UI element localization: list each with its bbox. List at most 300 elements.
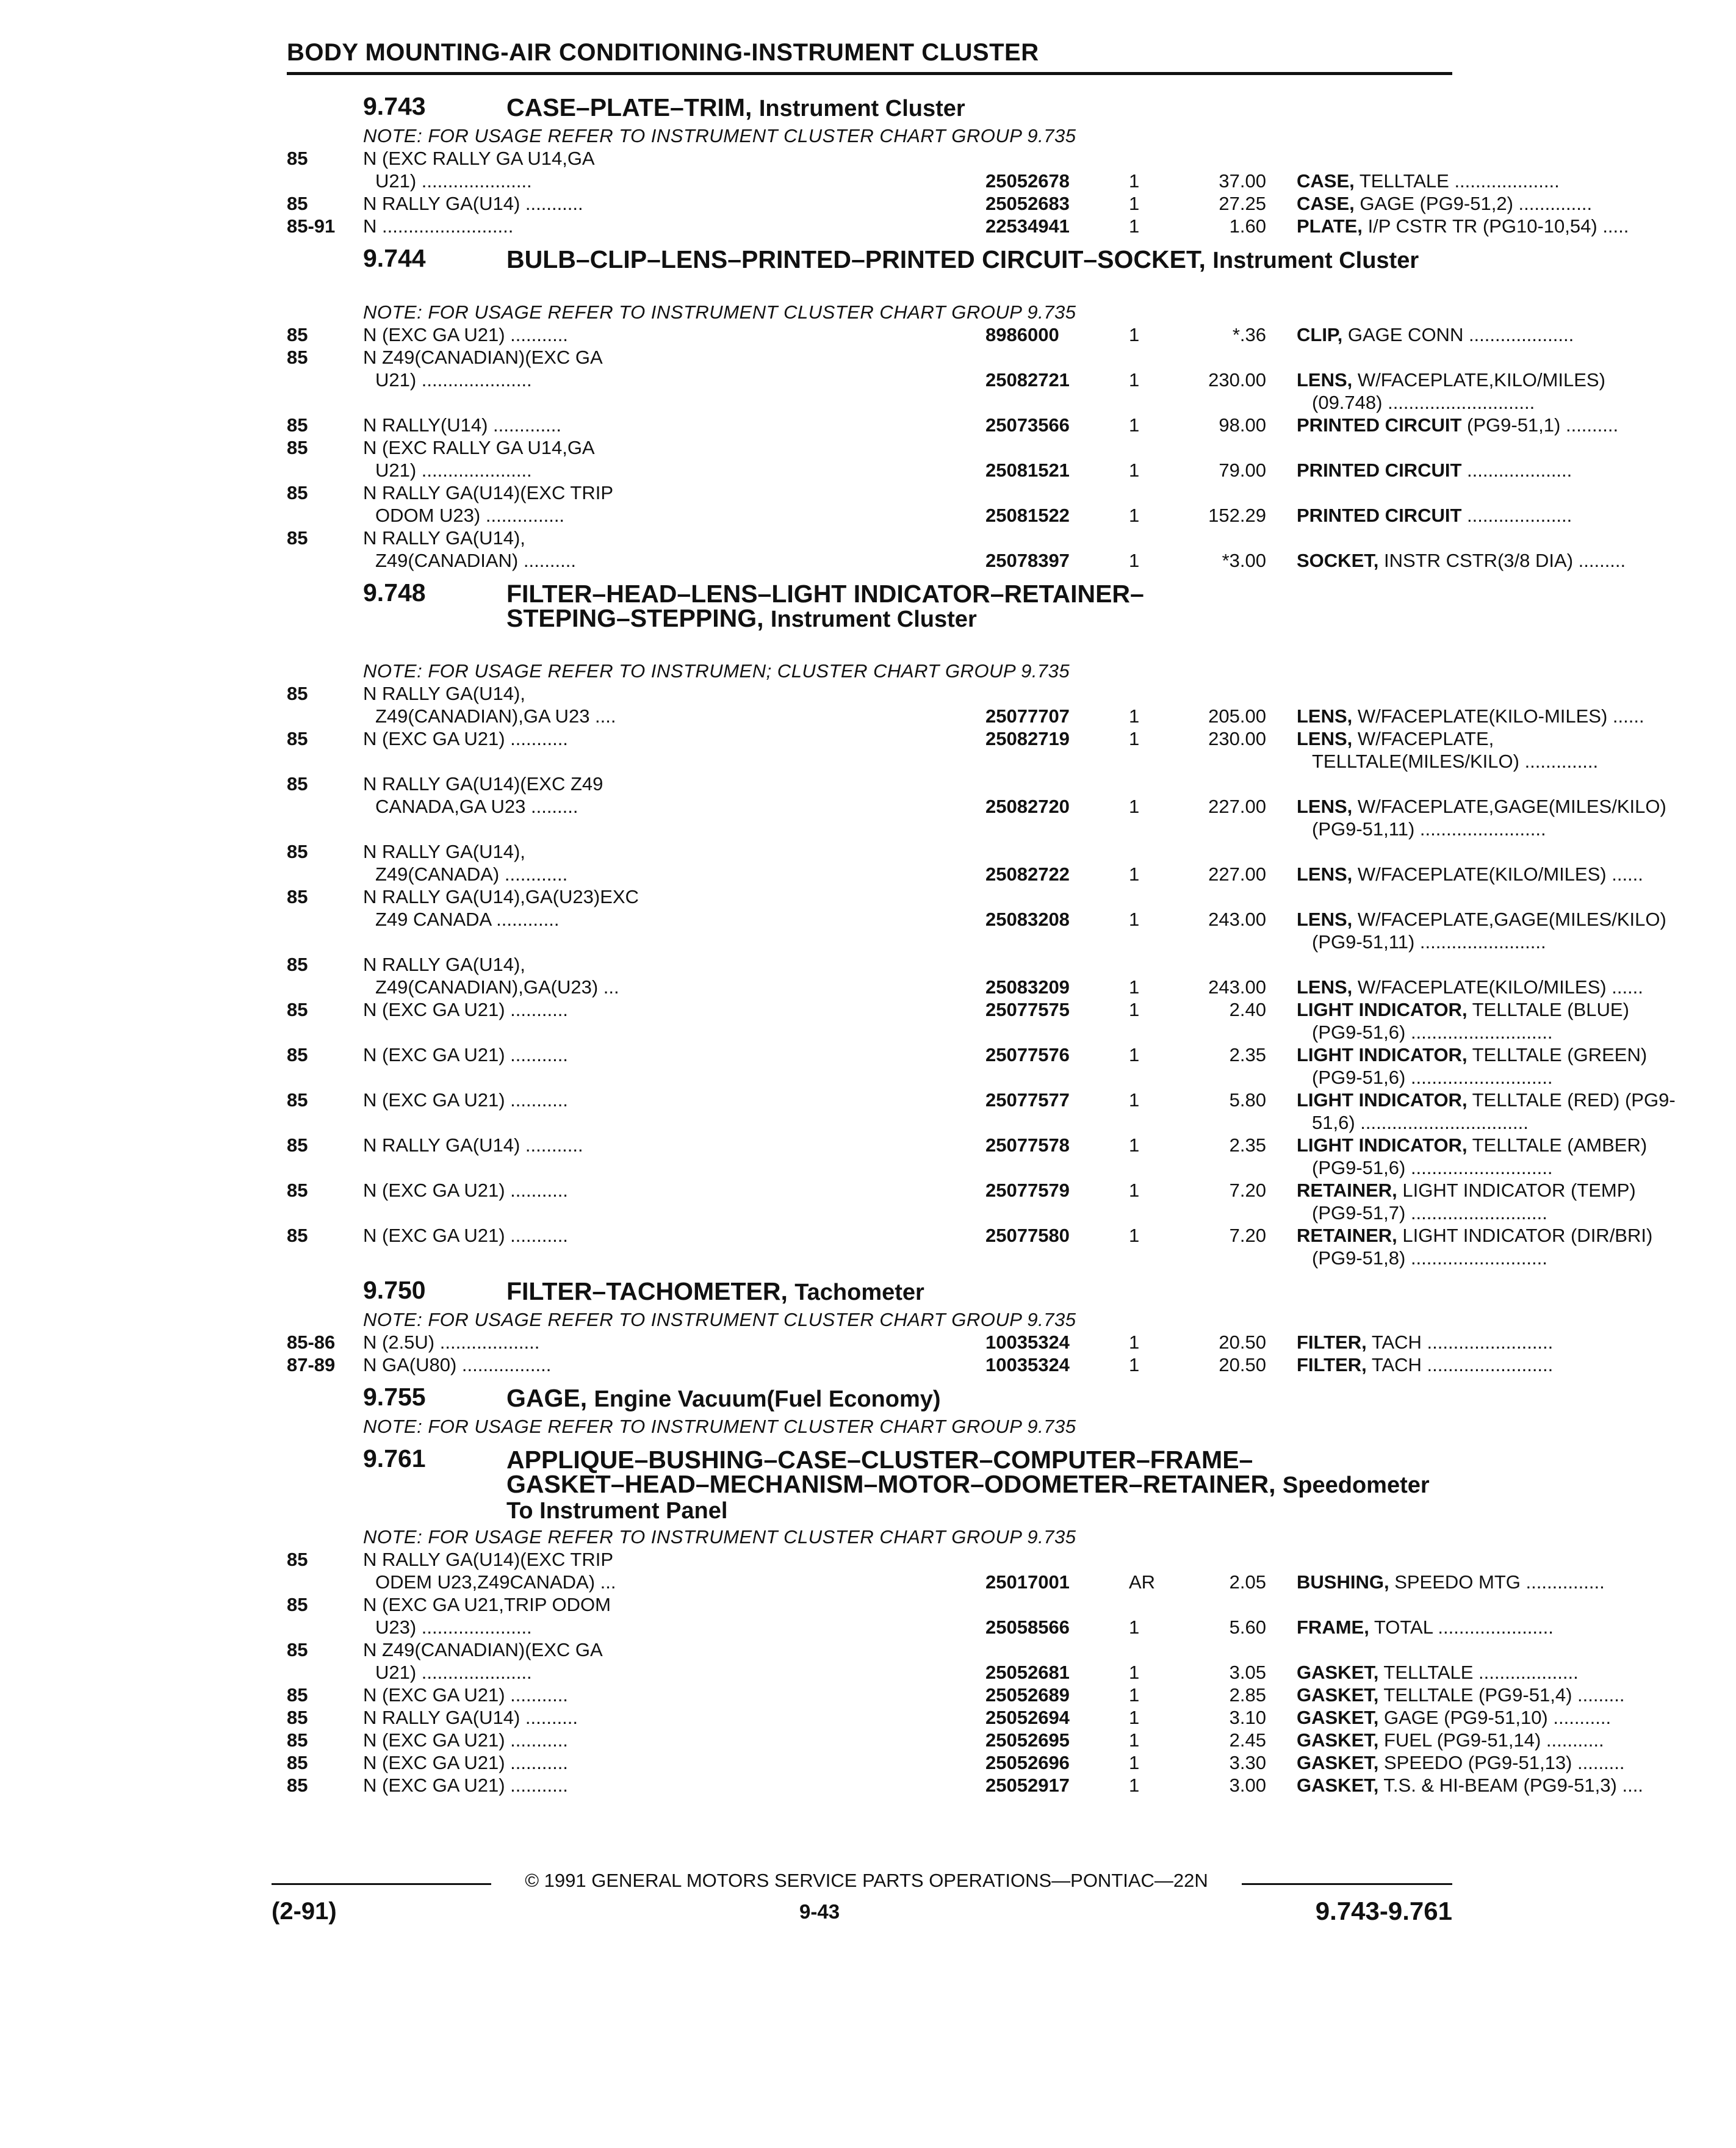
part-row xyxy=(287,414,1619,436)
description-keyword: FILTER, xyxy=(1297,1332,1367,1353)
description-keyword: CASE, xyxy=(1297,193,1355,214)
quantity: 1 xyxy=(1129,1134,1140,1156)
description-text: .................... xyxy=(1467,505,1572,526)
description-cell xyxy=(1297,192,1736,215)
description-text: TELLTALE (RED) (PG9- xyxy=(1472,1089,1676,1111)
description-text: .................... xyxy=(1467,460,1572,481)
model-year: 85 xyxy=(287,1707,308,1728)
usage-cell xyxy=(363,1638,973,1684)
usage-line: N (EXC RALLY GA U14,GA xyxy=(363,148,595,169)
model-year: 85 xyxy=(287,527,308,549)
quantity: AR xyxy=(1129,1571,1156,1593)
description-keyword: CLIP, xyxy=(1297,324,1343,345)
header-rule xyxy=(287,72,1452,75)
part-number: 25077580 xyxy=(985,1225,1070,1246)
quantity: 1 xyxy=(1129,976,1140,998)
description-text: I/P CSTR TR (PG10-10,54) ..... xyxy=(1367,215,1629,237)
price: 243.00 xyxy=(1208,976,1266,998)
description-line xyxy=(1297,1706,1736,1729)
section-title xyxy=(506,1447,1458,1523)
description-keyword: LIGHT INDICATOR, xyxy=(1297,1089,1468,1111)
quantity: 1 xyxy=(1129,1354,1140,1375)
usage-cell xyxy=(363,1043,973,1066)
usage-line: N RALLY GA(U14)(EXC Z49 xyxy=(363,773,603,795)
description-line xyxy=(1297,863,1736,885)
part-number: 25052694 xyxy=(985,1707,1070,1728)
part-row xyxy=(287,323,1574,346)
quantity: 1 xyxy=(1129,1729,1140,1751)
description-cell xyxy=(1297,727,1736,773)
description-line xyxy=(1297,1156,1736,1179)
description-cell xyxy=(1297,908,1736,953)
description-cell xyxy=(1297,998,1736,1043)
usage-line: U21) ..................... xyxy=(375,1662,532,1683)
usage-cell xyxy=(363,1134,973,1156)
part-number: 25077575 xyxy=(985,999,1070,1020)
price: *3.00 xyxy=(1222,550,1266,571)
price: 2.35 xyxy=(1229,1134,1266,1156)
price: 205.00 xyxy=(1208,705,1266,727)
usage-line: N RALLY GA(U14), xyxy=(363,954,525,975)
description-line xyxy=(1297,1684,1736,1706)
description-cell xyxy=(1297,1684,1736,1706)
footer-rule-left xyxy=(272,1883,491,1885)
model-year: 85 xyxy=(287,414,308,436)
description-text: LIGHT INDICATOR (DIR/BRI) xyxy=(1402,1225,1653,1246)
description-cell xyxy=(1297,414,1736,436)
section-header xyxy=(287,92,1464,124)
price: 3.05 xyxy=(1229,1662,1266,1683)
description-line xyxy=(1297,1089,1736,1111)
description-keyword: PRINTED CIRCUIT xyxy=(1297,460,1462,481)
part-number: 25073566 xyxy=(985,414,1070,436)
model-year: 87-89 xyxy=(287,1354,336,1375)
part-row xyxy=(287,1043,1648,1089)
description-line xyxy=(1297,750,1736,773)
description-text: TELLTALE .................... xyxy=(1359,170,1560,192)
footer-rule-right xyxy=(1242,1883,1452,1885)
usage-line: N RALLY(U14) ............. xyxy=(363,414,562,436)
price: 227.00 xyxy=(1208,863,1266,885)
description-cell xyxy=(1297,976,1736,998)
usage-line: N GA(U80) ................. xyxy=(363,1354,552,1375)
description-text: T.S. & HI-BEAM (PG9-51,3) .... xyxy=(1383,1775,1643,1796)
description-keyword: LENS, xyxy=(1297,796,1353,817)
usage-line: Z49 CANADA ............ xyxy=(375,909,560,930)
model-year: 85 xyxy=(287,324,308,345)
part-row xyxy=(287,953,1643,998)
footer-page-number: 9-43 xyxy=(799,1900,840,1923)
description-text: INSTR CSTR(3/8 DIA) ......... xyxy=(1383,550,1626,571)
description-line xyxy=(1297,976,1736,998)
model-year: 85-91 xyxy=(287,215,336,237)
description-cell xyxy=(1297,1224,1736,1269)
quantity: 1 xyxy=(1129,1707,1140,1728)
section-number: 9.748 xyxy=(363,578,426,607)
description-line xyxy=(1297,369,1736,391)
price: 79.00 xyxy=(1219,460,1266,481)
part-row xyxy=(287,192,1593,215)
usage-cell xyxy=(363,885,973,931)
description-line xyxy=(1297,504,1736,527)
usage-line: N Z49(CANADIAN)(EXC GA xyxy=(363,1639,603,1660)
section-title-sub: Engine Vacuum(Fuel Economy) xyxy=(594,1386,941,1412)
usage-cell xyxy=(363,998,973,1021)
description-keyword: BUSHING, xyxy=(1297,1571,1389,1593)
description-text: W/FACEPLATE(KILO-MILES) ...... xyxy=(1357,705,1644,727)
quantity: 1 xyxy=(1129,705,1140,727)
section-title xyxy=(506,582,1458,632)
price: 20.50 xyxy=(1219,1332,1266,1353)
description-line xyxy=(1297,1729,1736,1751)
usage-cell xyxy=(363,346,973,391)
quantity: 1 xyxy=(1129,796,1140,817)
section-title-sub: Speedometer To Instrument Panel xyxy=(506,1472,1430,1524)
parts-list xyxy=(287,85,1676,1797)
page-header-title: BODY MOUNTING-AIR CONDITIONING-INSTRUMENT CLUSTER xyxy=(287,39,1039,66)
description-text: TACH ........................ xyxy=(1371,1354,1554,1375)
model-year: 85 xyxy=(287,841,308,862)
section-header xyxy=(287,1275,1464,1308)
description-keyword: LIGHT INDICATOR, xyxy=(1297,1044,1468,1065)
usage-cell xyxy=(363,192,973,215)
description-text: (PG9-51,11) ........................ xyxy=(1312,818,1546,840)
section-note: NOTE: FOR USAGE REFER TO INSTRUMENT CLUSTER CHART GROUP 9.735 xyxy=(363,125,1076,146)
part-row xyxy=(287,1706,1612,1729)
part-number: 25077707 xyxy=(985,705,1070,727)
model-year: 85 xyxy=(287,1752,308,1773)
section-title-line2: STEPING–STEPPING, xyxy=(506,604,764,632)
price: *.36 xyxy=(1232,324,1266,345)
model-year: 85 xyxy=(287,1729,308,1751)
part-number: 25082722 xyxy=(985,863,1070,885)
description-cell xyxy=(1297,863,1736,885)
usage-line: N (EXC GA U21) ........... xyxy=(363,1089,568,1111)
description-line xyxy=(1297,1353,1736,1376)
quantity: 1 xyxy=(1129,460,1140,481)
model-year: 85 xyxy=(287,193,308,214)
model-year: 85 xyxy=(287,1134,308,1156)
usage-line: U23) ..................... xyxy=(375,1616,532,1638)
usage-line: N RALLY GA(U14) .......... xyxy=(363,1707,578,1728)
usage-line: ODOM U23) ............... xyxy=(375,505,565,526)
section-title-main: FILTER–TACHOMETER, xyxy=(506,1277,788,1305)
description-text: 51,6) ................................ xyxy=(1312,1112,1529,1133)
usage-line: N (EXC GA U21) ........... xyxy=(363,728,568,749)
description-keyword: RETAINER, xyxy=(1297,1180,1397,1201)
usage-line: N RALLY GA(U14), xyxy=(363,683,525,704)
description-cell xyxy=(1297,1331,1736,1353)
description-line xyxy=(1297,818,1736,840)
usage-line: N (EXC GA U21) ........... xyxy=(363,1180,568,1201)
section-title-line2: GASKET–HEAD–MECHANISM–MOTOR–ODOMETER–RETAINER, xyxy=(506,1470,1276,1498)
description-text: TACH ........................ xyxy=(1371,1332,1554,1353)
description-text: TELLTALE(MILES/KILO) .............. xyxy=(1312,751,1599,772)
part-number: 25081522 xyxy=(985,505,1070,526)
description-cell xyxy=(1297,1661,1736,1684)
description-keyword: CASE, xyxy=(1297,170,1355,192)
description-line xyxy=(1297,414,1736,436)
description-text: W/FACEPLATE,GAGE(MILES/KILO) xyxy=(1357,796,1666,817)
description-keyword: GASKET, xyxy=(1297,1729,1379,1751)
part-row xyxy=(287,1331,1554,1353)
quantity: 1 xyxy=(1129,369,1140,391)
price: 2.35 xyxy=(1229,1044,1266,1065)
quantity: 1 xyxy=(1129,1180,1140,1201)
description-keyword: GASKET, xyxy=(1297,1752,1379,1773)
price: 2.05 xyxy=(1229,1571,1266,1593)
quantity: 1 xyxy=(1129,1684,1140,1706)
part-number: 25052678 xyxy=(985,170,1070,192)
description-cell xyxy=(1297,323,1736,346)
description-cell xyxy=(1297,1179,1736,1224)
usage-line: N RALLY GA(U14)(EXC TRIP xyxy=(363,1549,614,1570)
usage-line: N RALLY GA(U14), xyxy=(363,841,525,862)
part-number: 25052696 xyxy=(985,1752,1070,1773)
description-text: (PG9-51,6) ........................... xyxy=(1312,1157,1553,1178)
price: 7.20 xyxy=(1229,1180,1266,1201)
model-year: 85 xyxy=(287,1225,308,1246)
usage-line: U21) ..................... xyxy=(375,460,532,481)
usage-cell xyxy=(363,1353,973,1376)
description-cell xyxy=(1297,1134,1736,1179)
quantity: 1 xyxy=(1129,1225,1140,1246)
section-title xyxy=(506,1279,1458,1305)
description-cell xyxy=(1297,459,1736,481)
quantity: 1 xyxy=(1129,215,1140,237)
description-text: (PG9-51,6) ........................... xyxy=(1312,1022,1553,1043)
part-row xyxy=(287,1751,1625,1774)
part-row xyxy=(287,436,1572,481)
section-title-sub: Instrument Cluster xyxy=(758,96,965,121)
description-line xyxy=(1297,908,1736,931)
description-cell xyxy=(1297,1729,1736,1751)
section-header xyxy=(287,1382,1464,1415)
section-title xyxy=(506,247,1458,273)
description-line xyxy=(1297,1111,1736,1134)
usage-cell xyxy=(363,1548,973,1593)
part-number: 25058566 xyxy=(985,1616,1070,1638)
description-cell xyxy=(1297,705,1736,727)
usage-cell xyxy=(363,1774,973,1797)
description-keyword: GASKET, xyxy=(1297,1775,1379,1796)
usage-line: N (EXC GA U21) ........... xyxy=(363,1752,568,1773)
description-text: FUEL (PG9-51,14) ........... xyxy=(1383,1729,1604,1751)
model-year: 85 xyxy=(287,1044,308,1065)
description-line xyxy=(1297,727,1736,750)
section-number: 9.761 xyxy=(363,1444,426,1472)
description-text: (PG9-51,1) .......... xyxy=(1467,414,1619,436)
part-row xyxy=(287,1353,1554,1376)
price: 152.29 xyxy=(1208,505,1266,526)
usage-cell xyxy=(363,1331,973,1353)
model-year: 85 xyxy=(287,773,308,795)
description-line xyxy=(1297,459,1736,481)
section-note: NOTE: FOR USAGE REFER TO INSTRUMENT CLUSTER CHART GROUP 9.735 xyxy=(363,1526,1076,1548)
description-text: (PG9-51,6) ........................... xyxy=(1312,1067,1553,1088)
description-keyword: LENS, xyxy=(1297,976,1353,998)
section-note: NOTE: FOR USAGE REFER TO INSTRUMENT CLUSTER CHART GROUP 9.735 xyxy=(363,1416,1076,1437)
description-text: TELLTALE (PG9-51,4) ......... xyxy=(1383,1684,1625,1706)
quantity: 1 xyxy=(1129,550,1140,571)
usage-cell xyxy=(363,840,973,885)
description-text: GAGE (PG9-51,2) .............. xyxy=(1360,193,1593,214)
section-title xyxy=(506,1386,1458,1411)
quantity: 1 xyxy=(1129,324,1140,345)
quantity: 1 xyxy=(1129,170,1140,192)
section-number: 9.755 xyxy=(363,1383,426,1411)
price: 37.00 xyxy=(1219,170,1266,192)
quantity: 1 xyxy=(1129,1089,1140,1111)
section-note: NOTE: FOR USAGE REFER TO INSTRUMENT CLUSTER CHART GROUP 9.735 xyxy=(363,1309,1076,1330)
description-line xyxy=(1297,1571,1736,1593)
description-line xyxy=(1297,931,1736,953)
description-text: TELLTALE (BLUE) xyxy=(1472,999,1629,1020)
model-year: 85 xyxy=(287,1089,308,1111)
description-line xyxy=(1297,795,1736,818)
description-keyword: LENS, xyxy=(1297,728,1353,749)
model-year: 85 xyxy=(287,954,308,975)
section-title-main: FILTER–HEAD–LENS–LIGHT INDICATOR–RETAINER– xyxy=(506,580,1144,608)
description-text: GAGE CONN .................... xyxy=(1347,324,1574,345)
usage-cell xyxy=(363,1224,973,1247)
price: 2.45 xyxy=(1229,1729,1266,1751)
part-number: 25082720 xyxy=(985,796,1070,817)
section-number: 9.743 xyxy=(363,92,426,120)
part-row xyxy=(287,1684,1625,1706)
usage-line: N (EXC GA U21) ........... xyxy=(363,1775,568,1796)
model-year: 85 xyxy=(287,347,308,368)
model-year: 85 xyxy=(287,1775,308,1796)
quantity: 1 xyxy=(1129,1044,1140,1065)
part-row xyxy=(287,1729,1604,1751)
part-number: 25077579 xyxy=(985,1180,1070,1201)
part-row xyxy=(287,527,1626,572)
description-line xyxy=(1297,998,1736,1021)
description-keyword: FRAME, xyxy=(1297,1616,1369,1638)
description-line xyxy=(1297,1331,1736,1353)
part-row xyxy=(287,147,1560,192)
description-text: W/FACEPLATE(KILO/MILES) ...... xyxy=(1357,863,1643,885)
usage-cell xyxy=(363,1179,973,1202)
description-keyword: PLATE, xyxy=(1297,215,1363,237)
description-text: TELLTALE ................... xyxy=(1383,1662,1579,1683)
description-line xyxy=(1297,323,1736,346)
description-text: TELLTALE (AMBER) xyxy=(1472,1134,1648,1156)
part-row xyxy=(287,1774,1643,1797)
usage-cell xyxy=(363,773,973,818)
usage-line: Z49(CANADIAN) .......... xyxy=(375,550,576,571)
description-text: (PG9-51,7) .......................... xyxy=(1312,1202,1547,1224)
part-number: 10035324 xyxy=(985,1354,1070,1375)
quantity: 1 xyxy=(1129,1616,1140,1638)
part-number: 25082721 xyxy=(985,369,1070,391)
usage-line: U21) ..................... xyxy=(375,369,532,391)
description-cell xyxy=(1297,170,1736,192)
part-number: 25083208 xyxy=(985,909,1070,930)
usage-cell xyxy=(363,1089,973,1111)
part-number: 25077576 xyxy=(985,1044,1070,1065)
description-cell xyxy=(1297,1571,1736,1593)
description-cell xyxy=(1297,1616,1736,1638)
model-year: 85 xyxy=(287,728,308,749)
description-keyword: GASKET, xyxy=(1297,1662,1379,1683)
price: 230.00 xyxy=(1208,728,1266,749)
description-cell xyxy=(1297,1089,1736,1134)
price: 7.20 xyxy=(1229,1225,1266,1246)
section-header xyxy=(287,1444,1464,1526)
usage-line: Z49(CANADA) ............ xyxy=(375,863,568,885)
part-row xyxy=(287,1593,1554,1638)
usage-cell xyxy=(363,215,973,237)
description-keyword: RETAINER, xyxy=(1297,1225,1397,1246)
description-keyword: GASKET, xyxy=(1297,1684,1379,1706)
usage-cell xyxy=(363,727,973,750)
price: 243.00 xyxy=(1208,909,1266,930)
part-number: 25083209 xyxy=(985,976,1070,998)
quantity: 1 xyxy=(1129,728,1140,749)
description-line xyxy=(1297,1134,1736,1156)
usage-line: N (EXC GA U21) ........... xyxy=(363,1225,568,1246)
section-number: 9.750 xyxy=(363,1276,426,1304)
usage-cell xyxy=(363,953,973,998)
usage-line: N RALLY GA(U14) ........... xyxy=(363,193,583,214)
part-number: 25052917 xyxy=(985,1775,1070,1796)
description-keyword: LENS, xyxy=(1297,863,1353,885)
usage-cell xyxy=(363,1751,973,1774)
usage-line: N Z49(CANADIAN)(EXC GA xyxy=(363,347,603,368)
description-text: SPEEDO (PG9-51,13) ......... xyxy=(1383,1752,1625,1773)
price: 2.40 xyxy=(1229,999,1266,1020)
description-line xyxy=(1297,1661,1736,1684)
model-year: 85 xyxy=(287,1639,308,1660)
usage-cell xyxy=(363,414,973,436)
usage-line: N (EXC GA U21) ........... xyxy=(363,324,568,345)
part-row xyxy=(287,1638,1579,1684)
description-text: (09.748) ............................ xyxy=(1312,392,1535,413)
description-keyword: GASKET, xyxy=(1297,1707,1379,1728)
part-number: 25081521 xyxy=(985,460,1070,481)
price: 3.00 xyxy=(1229,1775,1266,1796)
model-year: 85 xyxy=(287,437,308,458)
part-row xyxy=(287,1224,1653,1269)
quantity: 1 xyxy=(1129,1662,1140,1683)
usage-line: Z49(CANADIAN),GA U23 .... xyxy=(375,705,616,727)
description-line xyxy=(1297,1043,1736,1066)
description-text: TELLTALE (GREEN) xyxy=(1472,1044,1648,1065)
usage-line: CANADA,GA U23 ......... xyxy=(375,796,578,817)
footer-group-range: 9.743-9.761 xyxy=(1315,1897,1452,1925)
price: 227.00 xyxy=(1208,796,1266,817)
usage-line: N (2.5U) ................... xyxy=(363,1332,540,1353)
description-text: GAGE (PG9-51,10) ........... xyxy=(1383,1707,1612,1728)
price: 98.00 xyxy=(1219,414,1266,436)
usage-line: ODEM U23,Z49CANADA) ... xyxy=(375,1571,616,1593)
usage-line: N (EXC RALLY GA U14,GA xyxy=(363,437,595,458)
description-keyword: LIGHT INDICATOR, xyxy=(1297,1134,1468,1156)
description-keyword: SOCKET, xyxy=(1297,550,1379,571)
footer-copyright: © 1991 GENERAL MOTORS SERVICE PARTS OPERATIONS—PONTIAC—22N xyxy=(525,1870,1208,1891)
price: 3.30 xyxy=(1229,1752,1266,1773)
model-year: 85 xyxy=(287,148,308,169)
part-number: 22534941 xyxy=(985,215,1070,237)
part-number: 25077578 xyxy=(985,1134,1070,1156)
model-year: 85 xyxy=(287,683,308,704)
description-line xyxy=(1297,192,1736,215)
price: 27.25 xyxy=(1219,193,1266,214)
section-number: 9.744 xyxy=(363,244,426,272)
description-line xyxy=(1297,1021,1736,1043)
